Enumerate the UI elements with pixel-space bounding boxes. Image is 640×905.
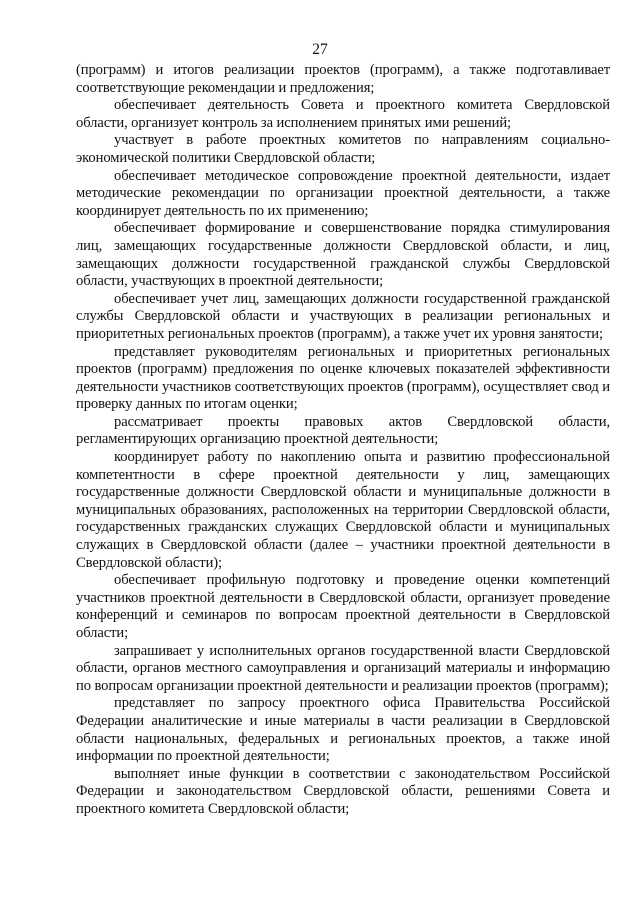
paragraph: обеспечивает профильную подготовку и проведение оценки компетенций участников проектной деятельности в Свердловской области, организует проведение конференций и семинаров по вопросам проектной деятельности в Свердловской области;	[76, 572, 610, 641]
paragraph: обеспечивает учет лиц, замещающих должности государственной гражданской службы Свердловской области и участвующих в реализации региональных и приоритетных региональных проектов (программ), а также учет их уровня занятости;	[76, 290, 610, 342]
paragraph: выполняет иные функции в соответствии с законодательством Российской Федерации и законодательством Свердловской области, решениями Совета и проектного комитета Свердловской области;	[76, 765, 610, 817]
document-body	[76, 62, 610, 819]
paragraph: представляет руководителям региональных и приоритетных региональных проектов (программ) предложения по оценке ключевых показателей эффективности деятельности участников соответствующих проектов (программ), осуществляет свод и проверку данных по итогам оценки;	[76, 343, 610, 413]
paragraph: обеспечивает формирование и совершенствование порядка стимулирования лиц, замещающих государственные должности Свердловской области, и лиц, замещающих должности государственной гражданской службы Свердловской области, участвующих в проектной деятельности;	[76, 220, 610, 290]
paragraph: представляет по запросу проектного офиса Правительства Российской Федерации аналитические и иные материалы в части реализации в Свердловской области национальных, федеральных и региональных проектов, а также иной информации по проектной деятельности;	[76, 695, 610, 765]
paragraph: координирует работу по накоплению опыта и развитию профессиональной компетентности в сфере проектной деятельности у лиц, замещающих государственные должности Свердловской области и муниципальные должности в муниципальных образованиях, расположенных на территории Свердловской области, государственных гражданских служащих Свердловской области и муниципальных служащих в Свердловской области (далее – участники проектной деятельности в Свердловской области);	[76, 449, 610, 571]
paragraph: участвует в работе проектных комитетов по направлениям социально-экономической политики Свердловской области;	[76, 132, 610, 166]
paragraph: обеспечивает деятельность Совета и проектного комитета Свердловской области, организует контроль за исполнением принятых ими решений;	[76, 97, 610, 131]
paragraph: запрашивает у исполнительных органов государственной власти Свердловской области, органов местного самоуправления и организаций материалы и информацию по вопросам организации проектной деятельности и реализации проектов (программ);	[76, 642, 610, 694]
page-number: 27	[312, 41, 328, 58]
paragraph: рассматривает проекты правовых актов Свердловской области, регламентирующих организацию проектной деятельности;	[76, 413, 610, 448]
paragraph: (программ) и итогов реализации проектов (программ), а также подготавливает соответствующие рекомендации и предложения;	[76, 62, 610, 96]
paragraph: обеспечивает методическое сопровождение проектной деятельности, издает методические рекомендации по организации проектной деятельности, а также координирует деятельность по их применению;	[76, 167, 610, 219]
